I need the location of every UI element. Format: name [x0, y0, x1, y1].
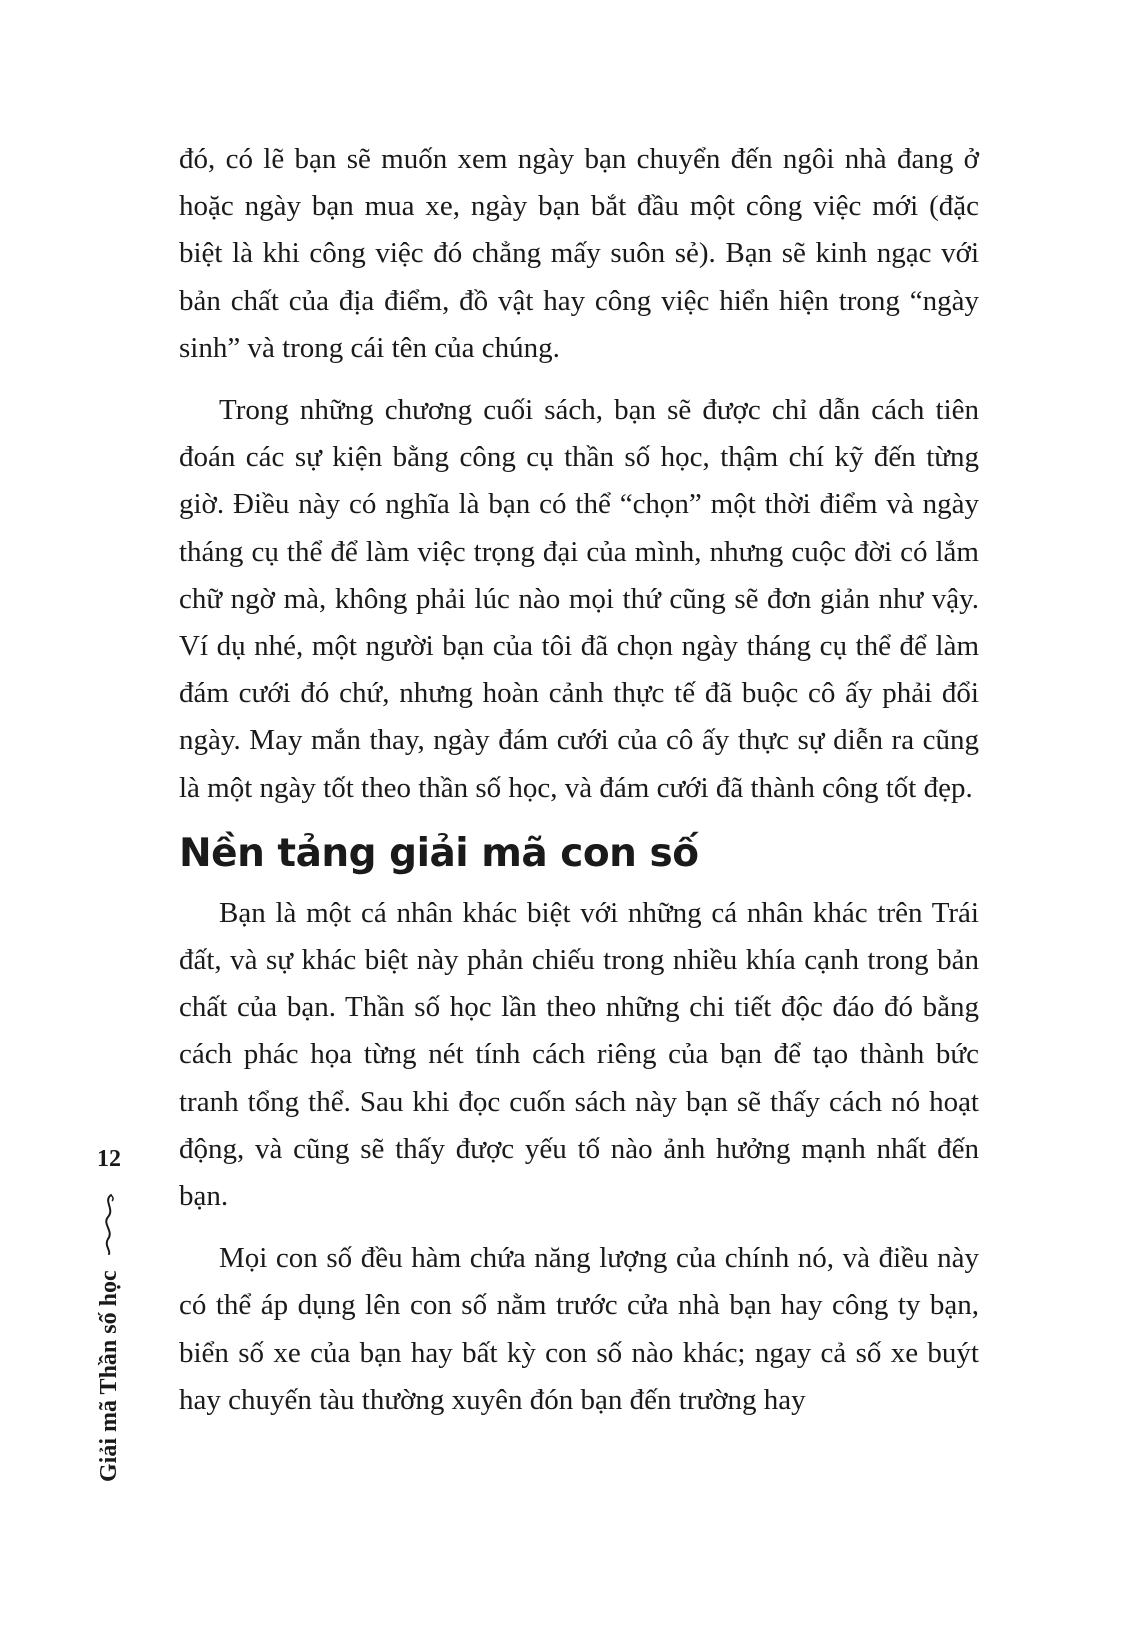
paragraph-2: Trong những chương cuối sách, bạn sẽ được chỉ dẫn cách tiên đoán các sự kiện bằng công cụ thần số học, thậm chí kỹ đến từng giờ. Điều này có nghĩa là bạn có thể “chọn” một thời điểm và ngày tháng cụ thể để làm việc trọng đại của mình, nhưng cuộc đời có lắm chữ ngờ mà, không phải lúc nào mọi thứ cũng sẽ đơn giản như vậy. Ví dụ nhé, một người bạn của tôi đã chọn ngày tháng cụ thể để làm đám cưới đó chứ, nhưng hoàn cảnh thực tế đã buộc cô ấy phải đổi ngày. May mắn thay, ngày đám cưới của cô ấy thực sự diễn ra cũng là một ngày tốt theo thần số học, và đám cưới đã thành công tốt đẹp. [179, 394, 979, 804]
paragraph-3: Bạn là một cá nhân khác biệt với những cá nhân khác trên Trái đất, và sự khác biệt này phản chiếu trong nhiều khía cạnh trong bản chất của bạn. Thần số học lần theo những chi tiết độc đáo đó bằng cách phác họa từng nét tính cách riêng của bạn để tạo thành bức tranh tổng thể. Sau khi đọc cuốn sách này bạn sẽ thấy cách nó hoạt động, và cũng sẽ thấy được yếu tố nào ảnh hưởng mạnh nhất đến bạn. [179, 896, 979, 1213]
page-number: 12 [97, 1146, 121, 1172]
paragraph-1: đó, có lẽ bạn sẽ muốn xem ngày bạn chuyển đến ngôi nhà đang ở hoặc ngày bạn mua xe, ngày bạn bắt đầu một công việc mới (đặc biệt là khi công việc đó chẳng mấy suôn sẻ). Bạn sẽ kinh ngạc với bản chất của địa điểm, đồ vật hay công việc hiển hiện trong “ngày sinh” và trong cái tên của chúng. [179, 143, 979, 364]
section-heading: Nền tảng giải mã con số [179, 830, 699, 876]
page-body [179, 136, 979, 1424]
running-title: Giải mã Thần số học [96, 1270, 122, 1482]
page-margin-footer [88, 1145, 130, 1495]
paragraph-4: Mọi con số đều hàm chứa năng lượng của chính nó, và điều này có thể áp dụng lên con số nằm trước cửa nhà bạn hay công ty bạn, biển số xe của bạn hay bất kỳ con số nào khác; ngay cả số xe buýt hay chuyến tàu thường xuyên đón bạn đến trường hay [179, 1242, 979, 1416]
flourish-ornament-icon [99, 1193, 119, 1255]
